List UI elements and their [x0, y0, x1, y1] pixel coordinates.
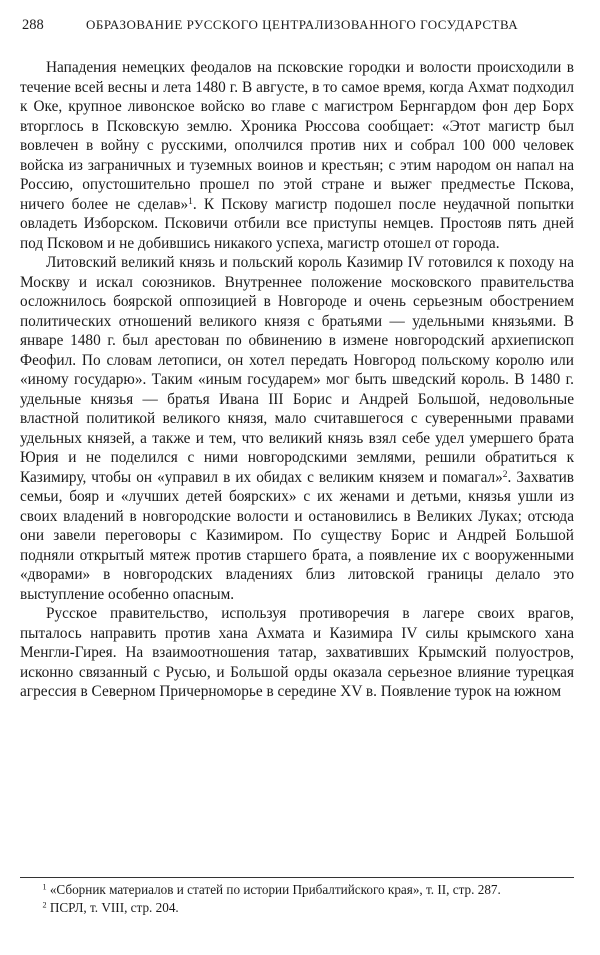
page-number: 288 — [22, 17, 44, 33]
footnote — [20, 899, 574, 917]
paragraph-text: Нападения немецких феодалов на псковские городки и волости происходили в течение всей весны и лета 1480 г. В августе, в то самое время, когда Ахмат подходил к Оке, крупное ливонское войско во главе с магистром Бернгардом фон дер Борх вторглось в Псковскую землю. Хроника Рюссова сообщает: «Этот магистр был вовлечен в войну с русскими, ополчился против них и собрал 100 000 человек войска из заграничных и туземных воинов и крестьян; с этим народом он напал на Россию, опустошительно прошел по этой стране и выжег предместье Пскова, ничего более не сделав» — [20, 59, 574, 213]
running-title: ОБРАЗОВАНИЕ РУССКОГО ЦЕНТРАЛИЗОВАННОГО ГОСУДАРСТВА — [86, 17, 519, 32]
footnote-ref: 1 — [188, 196, 193, 207]
paragraph-text: . Захватив семьи, бояр и «лучших детей боярских» с их женами и детьми, князья ушли из своих владений в новгородские волости и остановились в Великих Луках; отсюда они завели переговоры с Казимиром. По существу Борис и Андрей Большой подняли открытый мятеж против старшего брата, а появление их с вооруженными «дворами» в новгородских владениях близ литовской границы делало это выступление особенно опасным. — [20, 468, 574, 603]
paragraph-text: Литовский великий князь и польский король Казимир IV готовился к походу на Москву и искал союзников. Внутреннее положение московского правительства осложнилось боярской оппозицией в Новгороде и очень серьезным обострением политических отношений великого князя с братьями — удельными князьями. В январе 1480 г. был арестован по обвинению в измене новгородский архиепископ Феофил. По словам летописи, он хотел передать Новгород польскому королю или «иному государю». Таким «иным государем» мог быть шведский король. В 1480 г. удельные князья — братья Ивана III Борис и Андрей Большой, недовольные властной политикой великого князя, мало считавшегося с суверенными правами удельных князей, а также и тем, что великий князь взял себе удел умершего брата Юрия и не поделился с ними новгородскими землями, решили обратиться к Казимиру, чтобы он «управил в их обидах с великим князем и помагал» — [20, 254, 574, 486]
paragraph-text: . К Пскову магистр подошел после неудачной попытки овладеть Изборском. Псковичи отбили все приступы немцев. Простояв пять дней под Псковом и не добившись никакого успеха, магистр отошел от города. — [20, 195, 574, 252]
paragraph — [20, 253, 574, 604]
paragraph — [20, 58, 574, 253]
footnote-text: ПСРЛ, т. VIII, стр. 204. — [46, 900, 179, 915]
footnotes — [20, 877, 574, 917]
paragraph — [20, 604, 574, 702]
footnote — [20, 881, 574, 899]
footnote-text: «Сборник материалов и статей по истории Прибалтийского края», т. II, стр. 287. — [46, 882, 501, 897]
paragraph-text: Русское правительство, используя противоречия в лагере своих врагов, пыталось направить против хана Ахмата и Казимира IV силы крымского хана Менгли-Гирея. На взаимоотношения татар, захвативших Крымский полуостров, исконно связанный с Русью, и Большой орды оказала серьезное влияние турецкая агрессия в Северном Причерноморье в середине XV в. Появление турок на южном — [20, 605, 574, 700]
footnote-mark: 1 — [42, 882, 47, 892]
body-text — [20, 58, 574, 702]
footnote-mark: 2 — [42, 900, 47, 910]
page-header — [20, 14, 580, 36]
footnote-ref: 2 — [502, 469, 508, 480]
